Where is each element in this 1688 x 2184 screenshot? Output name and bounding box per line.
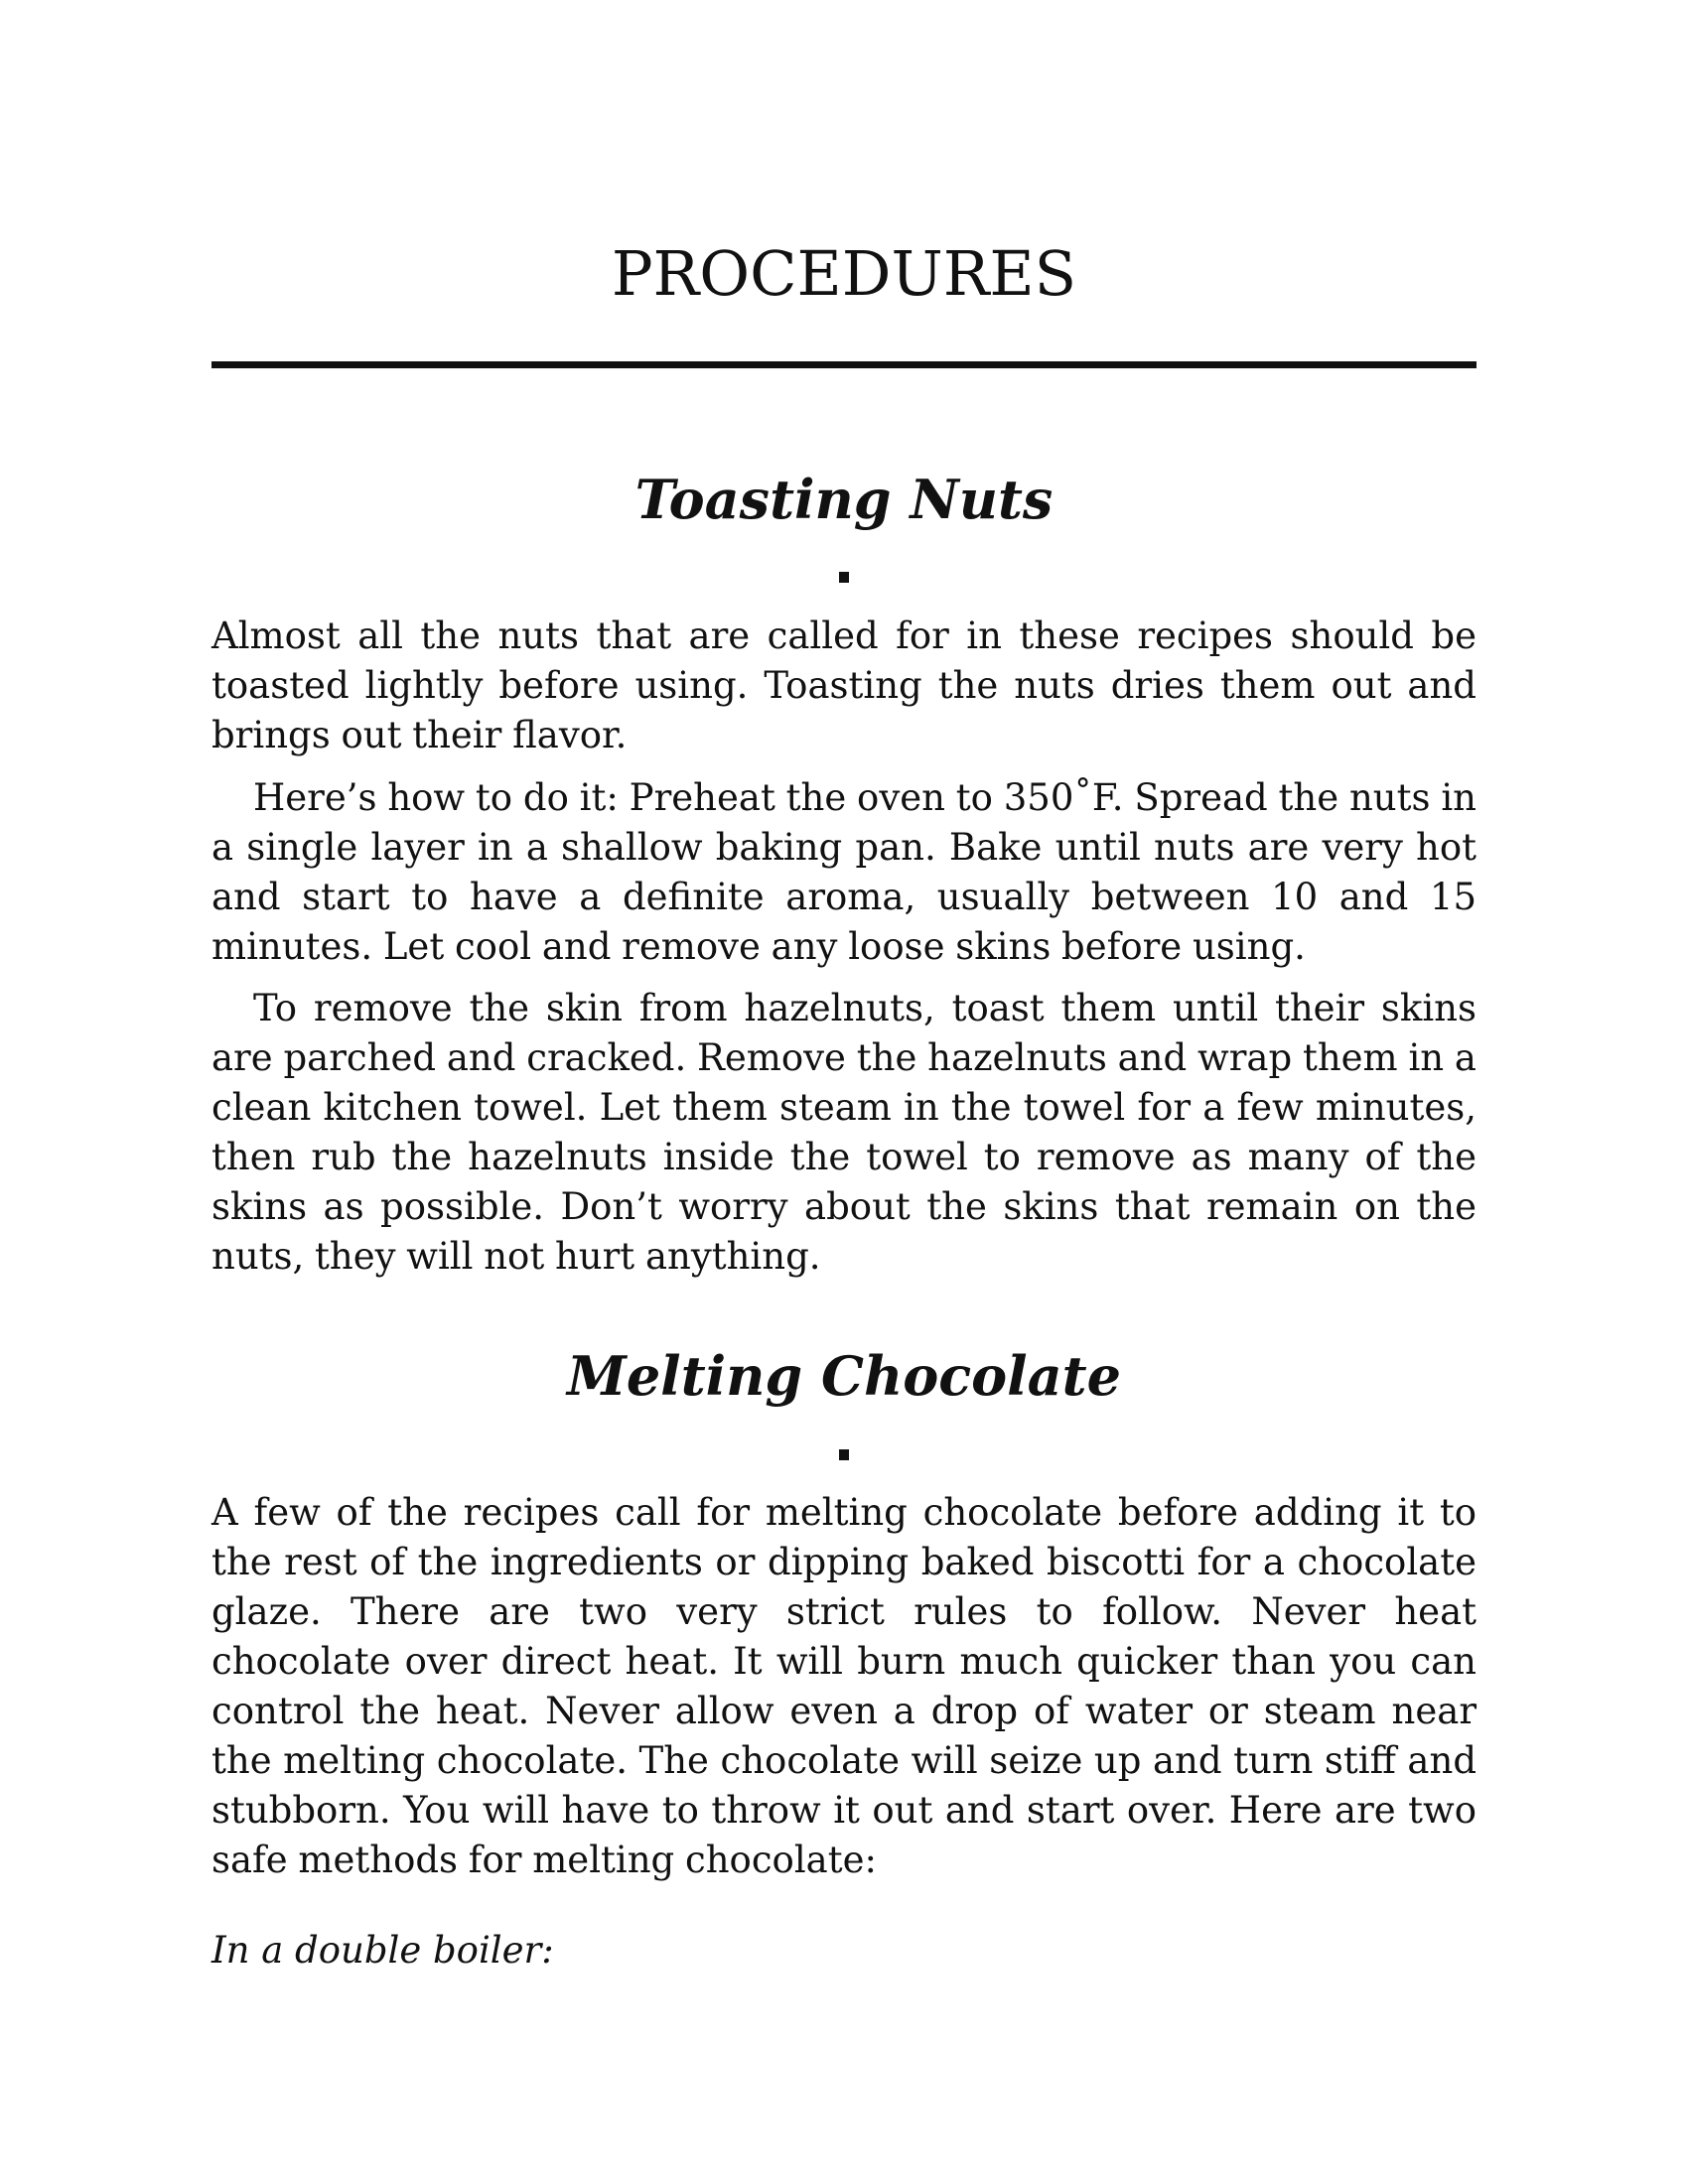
section-bullet	[839, 1449, 849, 1460]
title-rule	[211, 361, 1477, 368]
method-subheading: In a double boiler:	[211, 1929, 554, 1972]
page-title: PROCEDURES	[611, 237, 1077, 310]
paragraph: A few of the recipes call for melting chocolate before adding it to the rest of the ingredients or dipping baked biscotti for a chocolate glaze. There are two very strict rules to follow. Never heat chocolate over direct heat. It will burn much quicker than you can control the heat. Never allow even a drop of water or steam near the melting chocolate. The chocolate will seize up and turn stiff and stubborn. You will have to throw it out and start over. Here are two safe methods for melting chocolate:	[211, 1491, 1477, 1881]
section-bullet	[839, 572, 849, 583]
document-page	[211, 0, 1477, 2184]
section-heading-melting-chocolate: Melting Chocolate	[567, 1344, 1121, 1408]
section-heading-toasting-nuts: Toasting Nuts	[634, 468, 1054, 531]
paragraph: To remove the skin from hazelnuts, toast them until their skins are parched and cracked. Remove the hazelnuts and wrap them in a clean kitchen towel. Let them steam in the towel for a few minutes, then rub the hazelnuts inside the towel to remove as many of the skins as possible. Don’t worry about the skins that remain on the nuts, they will not hurt anything.	[211, 987, 1477, 1278]
paragraph: Almost all the nuts that are called for in these recipes should be toasted lightly before using. Toasting the nuts dries them out and brings out their flavor.	[211, 614, 1477, 756]
paragraph: Here’s how to do it: Preheat the oven to 350˚F. Spread the nuts in a single layer in a shallow baking pan. Bake until nuts are very hot and start to have a definite aroma, usually between 10 and 15 minutes. Let cool and remove any loose skins before using.	[211, 776, 1477, 968]
